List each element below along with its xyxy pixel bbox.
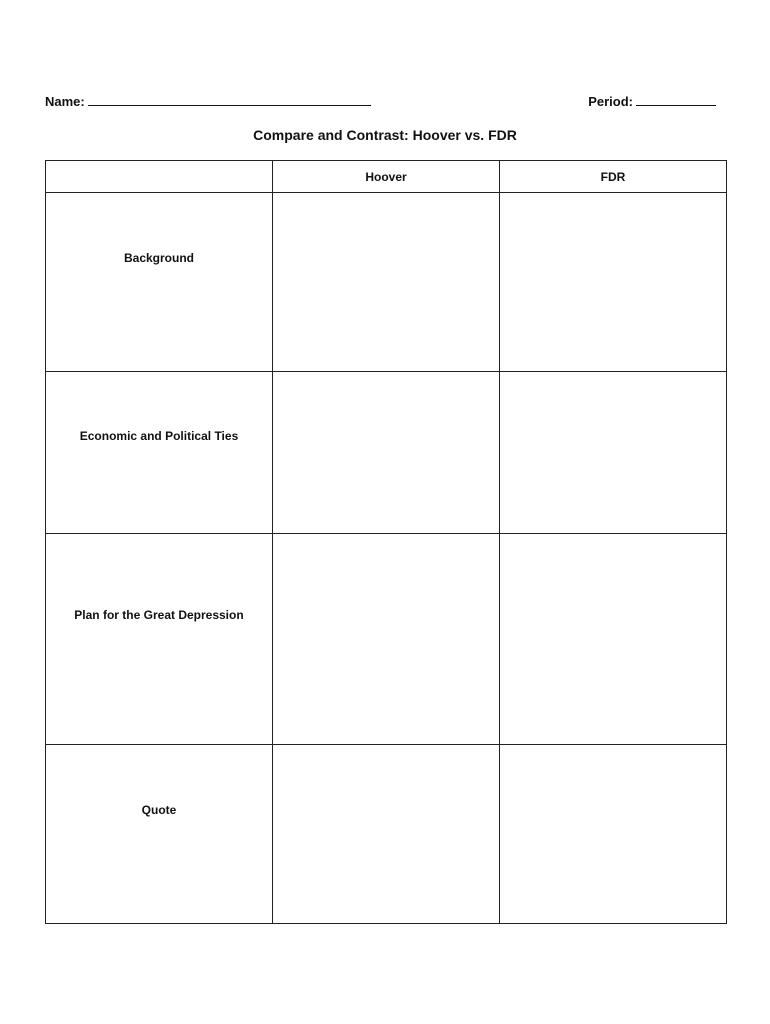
header-cell-fdr: FDR: [500, 161, 727, 193]
row-label: Quote: [141, 803, 177, 817]
name-blank-line[interactable]: [88, 93, 371, 106]
table-row: [46, 745, 727, 924]
fdr-ties-cell[interactable]: [500, 372, 727, 534]
hoover-quote-cell[interactable]: [273, 745, 500, 924]
row-label: Economic and Political Ties: [79, 429, 239, 443]
row-label-cell: [46, 372, 273, 534]
row-label: Plan for the Great Depression: [74, 608, 244, 622]
period-blank-line[interactable]: [636, 93, 716, 106]
name-label: Name:: [45, 94, 85, 109]
table-row: [46, 372, 727, 534]
row-label-cell: [46, 534, 273, 745]
table-header-row: [46, 161, 727, 193]
fdr-quote-cell[interactable]: [500, 745, 727, 924]
fdr-plan-cell[interactable]: [500, 534, 727, 745]
row-label-cell: [46, 745, 273, 924]
row-label-cell: [46, 193, 273, 372]
fdr-background-cell[interactable]: [500, 193, 727, 372]
hoover-background-cell[interactable]: [273, 193, 500, 372]
table-row: [46, 534, 727, 745]
row-label: Background: [123, 251, 194, 265]
page-title: Compare and Contrast: Hoover vs. FDR: [253, 127, 517, 143]
hoover-ties-cell[interactable]: [273, 372, 500, 534]
period-label: Period:: [588, 94, 633, 109]
hoover-plan-cell[interactable]: [273, 534, 500, 745]
table-row: [46, 193, 727, 372]
period-field[interactable]: [588, 93, 716, 109]
header-cell-hoover: Hoover: [273, 161, 500, 193]
header-cell-empty: [46, 161, 273, 193]
compare-table: [45, 160, 727, 924]
name-field[interactable]: [45, 93, 371, 109]
